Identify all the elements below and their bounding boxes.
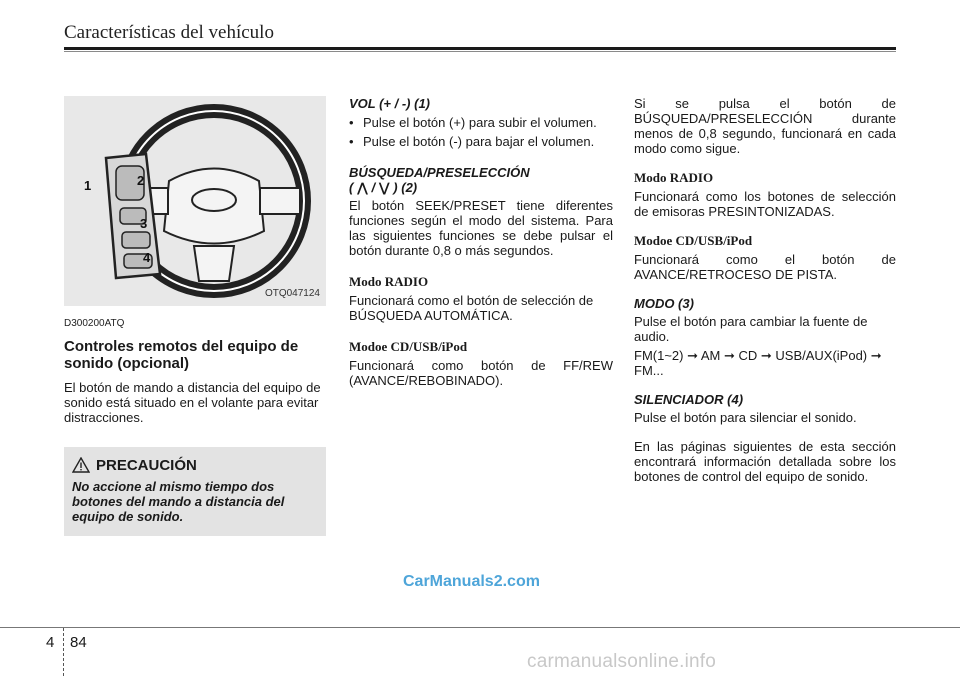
mute-body: Pulse el botón para silenciar el sonido. xyxy=(634,410,857,425)
callout-1-label: 1 xyxy=(84,178,92,193)
mode-cycle: FM(1~2) ➞ AM ➞ CD ➞ USB/AUX(iPod) ➞ FM... xyxy=(634,348,882,378)
mode-title: MODO (3) xyxy=(634,296,694,311)
caution-title: PRECAUCIÓN xyxy=(96,456,197,474)
left-column xyxy=(64,96,326,536)
cd-body-short: Funcionará como el botón de AVANCE/RETROCESO DE PISTA. xyxy=(634,252,896,282)
bullet-dot: • xyxy=(349,115,354,130)
header-rule xyxy=(64,47,896,50)
closing-text: En las páginas siguientes de esta sección encontrará información detallada sobre los botones de control del equipo de sonido. xyxy=(634,439,896,484)
callout-2-label: 2 xyxy=(137,173,145,188)
figure-code: OTQ047124 xyxy=(264,288,320,299)
mute-title: SILENCIADOR (4) xyxy=(634,392,744,407)
steering-wheel-illustration xyxy=(64,96,326,306)
bullet-text: Pulse el botón (-) para bajar el volumen. xyxy=(363,134,595,149)
middle-column xyxy=(349,96,613,388)
section-body: El botón de mando a distancia del equipo de sonido está situado en el volante para evitar distracciones. xyxy=(64,380,321,425)
header-title: Características del vehículo xyxy=(64,22,274,43)
callout-1 xyxy=(84,178,91,193)
caution-text: No accione al mismo tiempo dos botones del mando a distancia del equipo de sonido. xyxy=(72,479,285,524)
vol-bullet-down xyxy=(349,134,613,149)
seek-title: BÚSQUEDA/PRESELECCIÓN xyxy=(349,165,530,180)
page-number: 84 xyxy=(70,634,87,651)
callout-4-label: 4 xyxy=(143,250,151,265)
seek-title-arrows: ( ⋀ / ⋁ ) (2) xyxy=(349,180,418,195)
watermark-link[interactable]: CarManuals2.com xyxy=(403,573,540,590)
radio-body-short: Funcionará como los botones de selección de emisoras PRESINTONIZADAS. xyxy=(634,189,896,219)
header-rule-thin xyxy=(64,51,896,52)
callout-2 xyxy=(137,173,144,188)
warning-icon xyxy=(72,457,90,473)
vol-title: VOL (+ / -) (1) xyxy=(349,96,431,111)
seek-short-intro: Si se pulsa el botón de BÚSQUEDA/PRESELECCIÓN durante menos de 0,8 segundo, funcionará en cada modo como sigue. xyxy=(634,96,896,156)
steering-wheel-figure xyxy=(64,96,326,306)
caution-box xyxy=(64,447,326,536)
chapter-number: 4 xyxy=(46,634,55,651)
callout-4 xyxy=(143,250,151,265)
cd-heading-short: Modoe CD/USB/iPod xyxy=(634,233,753,248)
radio-heading-short: Modo RADIO xyxy=(634,170,714,185)
mode-body: Pulse el botón para cambiar la fuente de audio. xyxy=(634,314,868,344)
bullet-dot: • xyxy=(349,134,354,149)
vol-bullet-up xyxy=(349,115,613,130)
cd-heading: Modoe CD/USB/iPod xyxy=(349,339,468,354)
callout-3-label: 3 xyxy=(140,216,148,231)
section-code: D300200ATQ xyxy=(64,318,125,329)
bullet-text: Pulse el botón (+) para subir el volumen. xyxy=(363,115,597,130)
cd-body: Funcionará como botón de FF/REW (AVANCE/REBOBINADO). xyxy=(349,358,613,388)
seek-body: El botón SEEK/PRESET tiene diferentes funciones según el modo del sistema. Para las siguientes funciones se debe pulsar el botón durante 0,8 o más segundos. xyxy=(349,198,613,258)
section-title: Controles remotos del equipo de sonido (opcional) xyxy=(64,338,299,372)
source-watermark: carmanualsonline.info xyxy=(527,651,717,672)
radio-body: Funcionará como el botón de selección de BÚSQUEDA AUTOMÁTICA. xyxy=(349,293,594,323)
right-column xyxy=(634,96,896,484)
page-divider xyxy=(63,628,65,676)
radio-heading: Modo RADIO xyxy=(349,274,429,289)
callout-3 xyxy=(140,216,147,231)
footer-rule xyxy=(0,627,960,628)
